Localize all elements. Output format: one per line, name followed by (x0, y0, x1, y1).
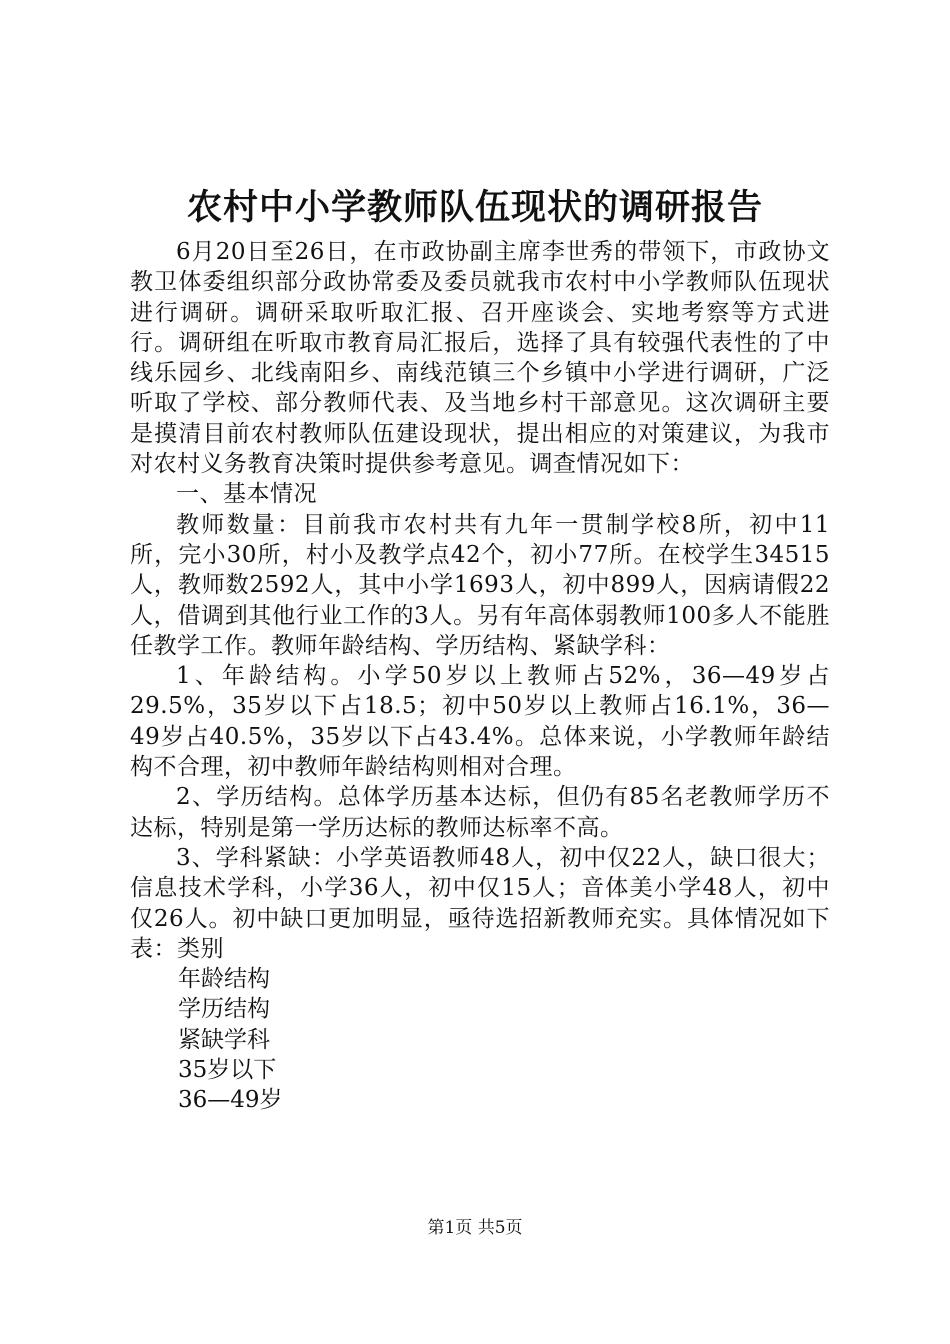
table-item-education: 学历结构 (178, 996, 270, 1023)
subject-shortage-paragraph: 3、学科紧缺：小学英语教师48人，初中仅22人，缺口很大；信息技术学科，小学36人，初中仅15人；音体美小学48人，初中仅26人。初中缺口更加明显，亟待选招新教师充实。具体情况如下表：类别 (130, 844, 830, 962)
page-footer: 第1页 共5页 (427, 1218, 523, 1238)
section-heading: 一、基本情况 (176, 481, 317, 508)
education-structure-paragraph: 2、学历结构。总体学历基本达标，但仍有85名老教师学历不达标，特别是第一学历达标的教师达标率不高。 (130, 784, 830, 841)
table-item-subject: 紧缺学科 (178, 1026, 270, 1053)
document-body (130, 237, 830, 1116)
teacher-count-paragraph: 教师数量：目前我市农村共有九年一贯制学校8所，初中11所，完小30所，村小及教学点42个，初小77所。在校学生34515人，教师数2592人，其中小学1693人，初中899人，因病请假22人，借调到其他行业工作的3人。另有年高体弱教师100多人不能胜任教学工作。教师年龄结构、学历结构、紧缺学科： (130, 511, 830, 659)
table-item-36-49: 36—49岁 (178, 1087, 283, 1114)
intro-paragraph: 6月20日至26日，在市政协副主席李世秀的带领下，市政协文教卫体委组织部分政协常委及委员就我市农村中小学教师队伍现状进行调研。调研采取听取汇报、召开座谈会、实地考察等方式进行。调研组在听取市教育局汇报后，选择了具有较强代表性的了中线乐园乡、北线南阳乡、南线范镇三个乡镇中小学进行调研，广泛听取了学校、部分教师代表、及当地乡村干部意见。这次调研主要是摸清目前农村教师队伍建设现状，提出相应的对策建议，为我市对农村义务教育决策时提供参考意见。调查情况如下： (130, 239, 830, 478)
age-structure-paragraph: 1、年龄结构。小学50岁以上教师占52%，36—49岁占29.5%，35岁以下占18.5；初中50岁以上教师占16.1%，36—49岁占40.5%，35岁以下占43.4%。总体来说，小学教师年龄结构不合理，初中教师年龄结构则相对合理。 (130, 663, 830, 781)
page-title: 农村中小学教师队伍现状的调研报告 (186, 187, 763, 228)
table-item-age: 年龄结构 (178, 966, 270, 993)
table-item-under-35: 35岁以下 (178, 1057, 277, 1084)
